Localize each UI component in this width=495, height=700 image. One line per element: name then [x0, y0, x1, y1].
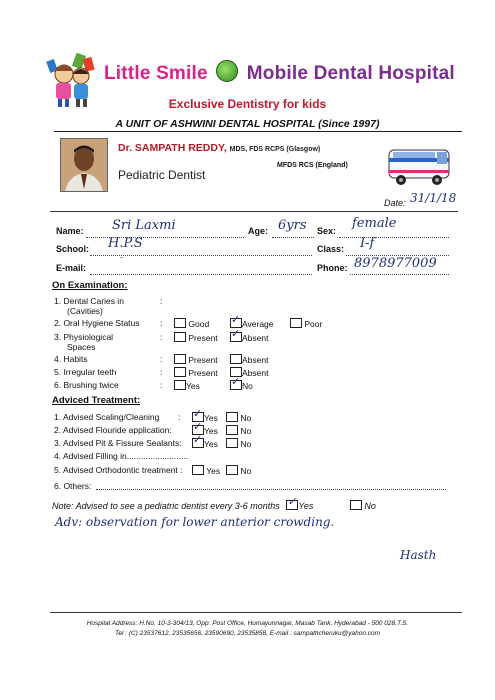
checkbox[interactable] [226, 425, 238, 435]
treatment-item-4-label: 4. Advised Filling in.......................... [54, 451, 189, 461]
option-label: Absent [242, 368, 269, 378]
handwritten-remark: Adv: observation for lower anterior crowding. [55, 515, 335, 529]
option-yes[interactable] [192, 465, 220, 476]
option-label: Present [188, 355, 218, 365]
divider [50, 211, 458, 212]
checkbox[interactable] [174, 367, 186, 377]
email-label: E-mail: [56, 263, 87, 273]
option-no[interactable] [226, 438, 251, 449]
option-absent[interactable] [230, 354, 268, 365]
option-label: Good [188, 319, 210, 329]
divider [54, 131, 462, 132]
exam-item-1-label: 1. Dental Caries in [54, 296, 124, 306]
examination-heading: On Examination: [52, 280, 128, 291]
treatment-item-6-label: 6. Others: [54, 481, 92, 491]
name-value: Sri Laxmi [112, 218, 176, 233]
school-value: H.P.S [108, 236, 143, 251]
footer-contact: Tel : (C) 23537612, 23535656, 23590690, 23535858, E-mail : sampathcheruku@yahoo.com [114, 630, 381, 637]
checkbox[interactable] [226, 465, 238, 475]
option-present[interactable] [174, 367, 218, 378]
note-yes-label: Yes [298, 501, 314, 511]
option-label: Absent [242, 333, 269, 343]
email-line [90, 263, 312, 275]
note-yes-checkbox[interactable] [286, 500, 298, 510]
colon: : [160, 367, 163, 377]
green-badge-icon [216, 60, 238, 82]
checkbox[interactable] [230, 354, 242, 364]
title-part-1: Little Smile [104, 63, 208, 84]
option-label: No [240, 466, 252, 476]
exam-item-3-label2: Spaces [67, 342, 96, 352]
treatment-heading: Adviced Treatment: [52, 395, 141, 406]
doctor-quals-1: MDS, FDS RCPS (Glasgow) [229, 146, 321, 153]
age-label: Age: [248, 226, 268, 236]
footer-address: Hospital Address: H.No. 10-3-304/13, Opp: Post Office, Humayunnagar, Masab Tank, Hyderabad - 500 028.T.S. [86, 620, 409, 627]
option-poor[interactable] [290, 318, 322, 329]
checkbox[interactable] [174, 332, 186, 342]
treatment-item-1-label: 1. Advised Scaling/Cleaning [54, 412, 160, 422]
option-label: No [242, 381, 253, 391]
treatment-item-3-label: 3. Advised Pit & Fissure Sealants: [54, 438, 182, 448]
treatment-item-2-label: 2. Advised Flouride application: [54, 425, 172, 435]
unit-line: A UNIT OF ASHWINI DENTAL HOSPITAL (Since 1997) [115, 118, 380, 130]
colon: : [160, 380, 163, 390]
note-no-checkbox[interactable] [350, 500, 362, 510]
checkbox[interactable] [290, 318, 302, 328]
checkbox[interactable] [226, 412, 238, 422]
note-no-label: No [364, 501, 376, 511]
mobile-bus-icon [385, 140, 455, 190]
exam-item-1-label2: (Cavities) [67, 306, 103, 316]
option-label: Present [188, 368, 218, 378]
option-label: Yes [206, 466, 221, 476]
divider [50, 612, 462, 613]
doctor-name-line [118, 142, 320, 154]
option-label: Poor [304, 319, 323, 329]
checkbox[interactable] [174, 318, 186, 328]
option-yes[interactable] [192, 438, 218, 449]
email-value: - [120, 253, 124, 263]
age-value: 6yrs [278, 218, 307, 233]
date-label: Date: [384, 198, 406, 208]
exam-item-4-label: 4. Habits [54, 354, 88, 364]
colon: : [160, 318, 163, 328]
option-label: Yes [204, 426, 218, 436]
school-label: School: [56, 244, 89, 254]
colon: : [178, 412, 181, 422]
option-label: Average [242, 319, 274, 329]
option-present[interactable] [174, 332, 218, 343]
option-absent[interactable] [230, 332, 268, 343]
option-no[interactable] [226, 412, 251, 423]
colon: : [160, 354, 163, 364]
colon: : [160, 296, 163, 306]
doctor-quals-2: MFDS RCS (England) [277, 162, 348, 169]
checkbox[interactable] [192, 465, 204, 475]
phone-label: Phone: [317, 263, 348, 273]
checkbox[interactable] [230, 380, 242, 390]
note-line [52, 500, 376, 511]
doctor-photo [60, 138, 108, 192]
option-label: Yes [186, 381, 200, 391]
option-good[interactable] [174, 318, 209, 329]
option-label: Present [188, 333, 218, 343]
checkbox[interactable] [230, 332, 242, 342]
others-line [96, 480, 446, 490]
sex-label: Sex: [317, 226, 337, 236]
exam-item-3-label: 3. Physiological [54, 332, 114, 342]
checkbox[interactable] [174, 380, 186, 390]
checkbox[interactable] [174, 354, 186, 364]
option-label: Yes [204, 413, 218, 423]
name-label: Name: [56, 226, 84, 236]
signature: Hasth [400, 548, 437, 562]
option-no[interactable] [230, 380, 253, 391]
colon: : [160, 332, 163, 342]
treatment-item-5-label: 5. Advised Orthodontic treatment : [54, 465, 183, 475]
phone-value: 8978977009 [354, 256, 437, 271]
doctor-name: Dr. SAMPATH REDDY, [118, 142, 227, 154]
option-no[interactable] [226, 465, 251, 476]
sex-value: female [352, 216, 397, 231]
option-label: Yes [204, 439, 218, 449]
option-yes[interactable] [174, 380, 200, 391]
class-value: I-f [360, 236, 375, 251]
option-no[interactable] [226, 425, 251, 436]
exam-item-6-label: 6. Brushing twice [54, 380, 119, 390]
option-label: No [240, 413, 252, 423]
checkbox[interactable] [192, 438, 204, 448]
option-label: No [240, 439, 252, 449]
title-part-2: Mobile Dental Hospital [246, 63, 455, 84]
subtitle: Exclusive Dentistry for kids [168, 97, 327, 111]
hospital-title [104, 60, 455, 85]
exam-item-2-label: 2. Oral Hygiene Status [54, 318, 140, 328]
exam-item-5-label: 5. Irregular teeth [54, 367, 117, 377]
option-label: No [240, 426, 252, 436]
date-value: 31/1/18 [410, 191, 457, 205]
checkbox[interactable] [226, 438, 238, 448]
doctor-specialty: Pediatric Dentist [118, 168, 206, 182]
option-present[interactable] [174, 354, 218, 365]
note-text: Note: Advised to see a pediatric dentist every 3-6 months [52, 501, 280, 511]
class-label: Class: [317, 244, 345, 254]
option-label: Absent [242, 355, 269, 365]
